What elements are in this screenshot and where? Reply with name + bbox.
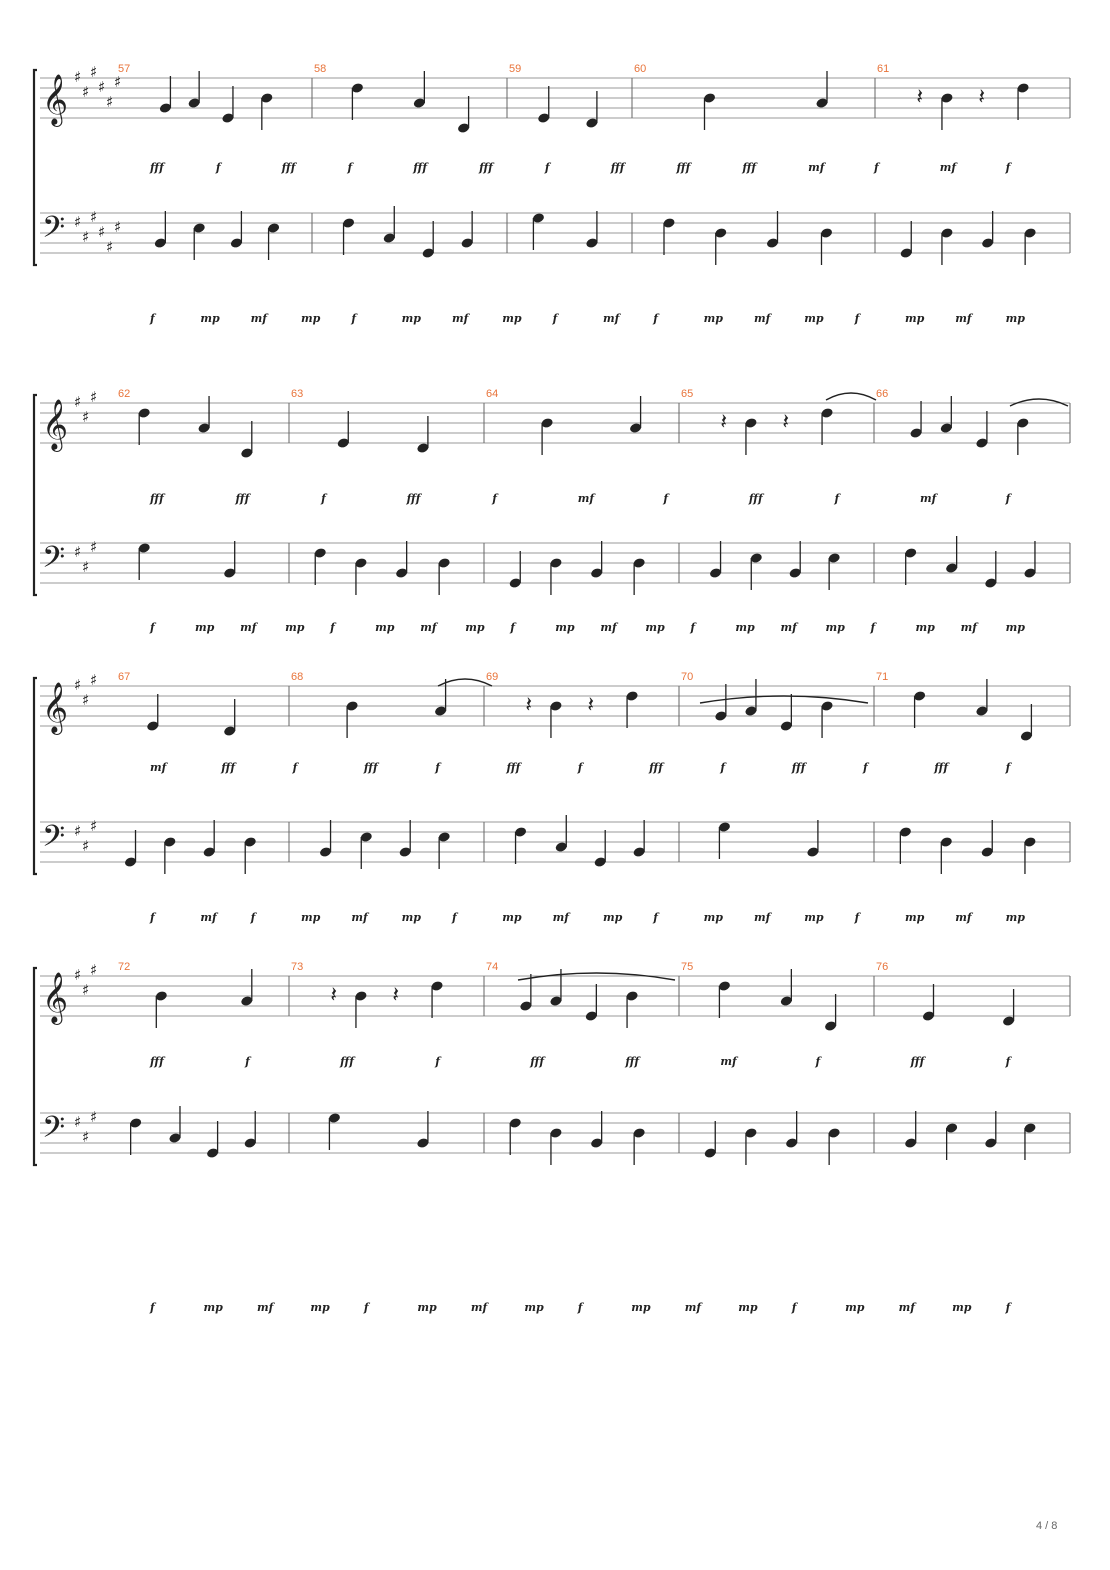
bass-dynamic-mp: mp [203,1301,223,1314]
treble-dynamic-mf: mf [939,161,957,174]
bass-dynamic-f: f [653,312,659,325]
quarter-rest: 𝄽 [720,410,728,435]
treble-dynamic-fff: fff [676,161,691,174]
treble-dynamic-f: f [863,761,868,774]
bass-dynamic-f: f [451,911,457,924]
bass-dynamic-mp: mp [524,1301,544,1314]
bass-dynamic-f: f [150,621,155,634]
treble-dynamic-f: f [492,492,497,505]
measure-71 [899,679,1037,874]
bass-clef-icon: 𝄢 [42,1111,66,1152]
bass-dynamic-mf: mf [600,621,617,634]
bass-dynamic-mp: mp [310,1301,330,1314]
treble-dynamic-fff: fff [910,1055,925,1068]
bass-dynamic-f: f [330,621,335,634]
bass-dynamic-mp: mp [1005,312,1025,325]
treble-dynamic-mf: mf [920,492,937,505]
measure-number: 73 [291,961,304,973]
bass-dynamic-mp: mp [200,312,220,325]
bass-dynamic-mp: mp [804,911,824,924]
treble-dynamic-f: f [347,161,353,174]
treble-dynamic-fff: fff [934,761,949,774]
measure-number: 76 [876,961,889,973]
treble-clef-icon: 𝄞 [42,74,69,125]
treble-dynamic-fff: fff [506,761,521,774]
bass-dynamic-mp: mp [804,312,824,325]
page-number: 4 / 8 [1036,1520,1058,1532]
key-sharp-icon: ♯ [74,822,82,840]
key-sharp-icon: ♯ [90,671,98,689]
treble-dynamic-f: f [1005,761,1011,774]
treble-dynamic-fff: fff [625,1055,640,1068]
bass-dynamic-mp: mp [845,1301,865,1314]
bass-dynamic-f: f [363,1301,369,1314]
bass-dynamic-f: f [150,1301,155,1314]
bass-dynamic-mp: mp [735,621,755,634]
bass-dynamic-mf: mf [602,312,620,325]
measure-67 [124,694,257,874]
key-sharp-icon: ♯ [90,388,98,406]
treble-dynamic-fff: fff [610,161,625,174]
bass-dynamic-f: f [854,911,860,924]
key-sharp-icon: ♯ [90,1108,98,1126]
bass-dynamic-f: f [653,911,659,924]
key-sharp-icon: ♯ [82,83,90,101]
system-bracket [34,968,37,1165]
treble-dynamic-f: f [834,492,840,505]
measure-number: 65 [681,388,694,400]
key-sharp-icon: ♯ [98,223,106,241]
treble-dynamic-fff: fff [479,161,493,174]
system-bracket [34,70,37,265]
measure-61 [900,82,1037,265]
bass-dynamic-mp: mp [1005,621,1025,634]
treble-dynamic-f: f [544,161,550,174]
bass-dynamic-mp: mp [631,1301,651,1314]
measure-number: 71 [876,671,889,683]
bass-dynamic-mp: mp [555,621,575,634]
bass-dynamic-mp: mp [502,911,522,924]
treble-dynamic-fff: fff [235,492,250,505]
treble-dynamic-f: f [873,161,879,174]
tie [700,696,868,703]
bass-dynamic-f: f [150,312,155,325]
quarter-rest: 𝄽 [392,983,400,1008]
key-sharp-icon: ♯ [74,213,82,231]
key-sharp-icon: ♯ [82,558,90,576]
treble-dynamic-f: f [245,1055,250,1068]
key-sharp-icon: ♯ [82,408,90,426]
bass-dynamic-mp: mp [703,312,723,325]
bass-dynamic-mf: mf [955,312,972,325]
bass-dynamic-mp: mp [904,312,925,325]
key-sharp-icon: ♯ [82,228,90,246]
bass-clef-icon: 𝄢 [42,541,66,582]
treble-dynamic-f: f [1005,161,1011,174]
key-sharp-icon: ♯ [90,817,98,835]
bass-dynamic-mf: mf [200,911,217,924]
bass-dynamic-mp: mp [502,312,522,325]
treble-dynamic-f: f [435,761,440,774]
bass-dynamic-mf: mf [451,312,469,325]
key-sharp-icon: ♯ [74,393,82,411]
key-sharp-icon: ♯ [90,63,98,81]
measure-number: 69 [486,671,499,683]
measure-number: 66 [876,388,889,400]
measure-number: 61 [877,63,890,75]
system-bracket [34,678,37,874]
measure-72 [129,969,257,1159]
tie [826,393,876,400]
treble-dynamic-fff: fff [406,492,421,505]
bass-dynamic-mf: mf [960,621,977,634]
measure-number: 75 [681,961,694,973]
key-sharp-icon: ♯ [90,208,98,226]
quarter-rest: 𝄽 [525,693,533,718]
measure-68 [319,679,451,869]
treble-dynamic-fff: fff [281,161,296,174]
treble-dynamic-fff: fff [649,761,663,774]
key-sharp-icon: ♯ [74,966,82,984]
measure-number: 64 [486,388,499,400]
measure-58 [342,71,474,259]
key-sharp-icon: ♯ [106,93,114,111]
treble-dynamic-fff: fff [363,761,378,774]
treble-dynamic-f: f [577,761,583,774]
bass-dynamic-mf: mf [470,1301,488,1314]
key-sharp-icon: ♯ [114,73,122,91]
treble-dynamic-fff: fff [413,161,428,174]
treble-clef-icon: 𝄞 [42,399,69,450]
bass-dynamic-mf: mf [898,1301,916,1314]
treble-dynamic-mf: mf [150,761,167,774]
bass-dynamic-mf: mf [351,911,368,924]
bass-dynamic-mp: mp [285,621,305,634]
treble-dynamic-fff: fff [340,1055,354,1068]
treble-dynamic-fff: fff [748,492,763,505]
measure-number: 59 [509,63,522,75]
bass-dynamic-f: f [552,312,558,325]
bass-dynamic-mf: mf [256,1301,274,1314]
treble-dynamic-fff: fff [150,1055,164,1068]
treble-dynamic-mf: mf [808,161,825,174]
measure-69 [514,690,646,868]
treble-dynamic-fff: fff [530,1055,545,1068]
measure-number: 58 [314,63,327,75]
measure-number: 67 [118,671,131,683]
measure-number: 72 [118,961,131,973]
treble-dynamic-f: f [292,761,298,774]
bass-staff [40,822,1070,862]
bass-dynamic-f: f [690,621,696,634]
bass-dynamic-mp: mp [375,621,395,634]
measure-number: 70 [681,671,694,683]
bass-dynamic-mp: mp [703,911,723,924]
measure-62 [138,396,254,580]
measure-number: 57 [118,63,131,75]
bass-dynamic-f: f [577,1301,583,1314]
system-bracket [34,395,37,595]
key-sharp-icon: ♯ [98,78,106,96]
bass-dynamic-mp: mp [1005,911,1025,924]
bass-dynamic-mp: mp [952,1301,972,1314]
measure-76 [904,984,1037,1160]
bass-dynamic-mp: mp [465,621,485,634]
key-sharp-icon: ♯ [82,691,90,709]
bass-dynamic-mp: mp [417,1301,437,1314]
bass-dynamic-mp: mp [825,621,845,634]
key-sharp-icon: ♯ [114,218,122,236]
bass-dynamic-mf: mf [753,911,771,924]
quarter-rest: 𝄽 [330,983,338,1008]
system-2 [34,388,1070,634]
measure-number: 62 [118,388,131,400]
key-sharp-icon: ♯ [74,676,82,694]
treble-dynamic-f: f [720,761,726,774]
quarter-rest: 𝄽 [782,410,790,435]
treble-clef-icon: 𝄞 [42,682,69,733]
measure-59 [532,86,599,250]
treble-dynamic-fff: fff [150,492,164,505]
treble-dynamic-f: f [663,492,669,505]
quarter-rest: 𝄽 [587,693,595,718]
treble-dynamic-f: f [1005,1055,1011,1068]
bass-dynamic-mp: mp [915,621,935,634]
bass-dynamic-mp: mp [738,1301,758,1314]
measure-number: 68 [291,671,304,683]
bass-dynamic-mf: mf [420,621,437,634]
system-1 [34,63,1070,325]
key-sharp-icon: ♯ [74,68,82,86]
quarter-rest: 𝄽 [916,85,924,110]
bass-dynamic-mp: mp [904,911,925,924]
key-sharp-icon: ♯ [82,981,90,999]
key-sharp-icon: ♯ [90,538,98,556]
system-3 [34,671,1070,924]
bass-dynamic-f: f [1005,1301,1011,1314]
measure-63 [314,411,451,595]
key-sharp-icon: ♯ [82,837,90,855]
measure-number: 63 [291,388,304,400]
measure-number: 74 [486,961,499,973]
system-4 [34,961,1070,1314]
treble-dynamic-mf: mf [577,492,595,505]
bass-dynamic-mf: mf [250,312,268,325]
bass-dynamic-f: f [150,911,155,924]
bass-clef-icon: 𝄢 [42,820,66,861]
bass-dynamic-mp: mp [602,911,623,924]
key-sharp-icon: ♯ [74,543,82,561]
key-sharp-icon: ♯ [74,1113,82,1131]
bass-dynamic-f: f [510,621,515,634]
treble-staff [40,976,1070,1016]
treble-clef-icon: 𝄞 [42,972,69,1023]
bass-dynamic-mp: mp [195,621,215,634]
bass-dynamic-mp: mp [401,312,421,325]
treble-dynamic-f: f [435,1055,440,1068]
bass-dynamic-f: f [854,312,860,325]
bass-dynamic-mp: mp [645,621,665,634]
bass-dynamic-mp: mp [300,312,321,325]
treble-dynamic-mf: mf [720,1055,737,1068]
bass-dynamic-mf: mf [753,312,771,325]
bass-dynamic-f: f [250,911,256,924]
key-sharp-icon: ♯ [82,1128,90,1146]
treble-dynamic-f: f [815,1055,821,1068]
bass-dynamic-mp: mp [300,911,321,924]
treble-dynamic-fff: fff [791,761,806,774]
key-sharp-icon: ♯ [106,238,114,256]
bass-clef-icon: 𝄢 [42,211,66,252]
bass-dynamic-f: f [870,621,876,634]
bass-dynamic-mf: mf [240,621,257,634]
treble-dynamic-f: f [1005,492,1011,505]
systems-layer [34,63,1070,1314]
bass-dynamic-f: f [791,1301,797,1314]
treble-dynamic-fff: fff [150,161,164,174]
treble-dynamic-fff: fff [742,161,757,174]
bass-dynamic-mf: mf [552,911,570,924]
bass-dynamic-mf: mf [684,1301,702,1314]
measure-number: 60 [634,63,647,75]
bass-dynamic-mp: mp [401,911,421,924]
treble-dynamic-fff: fff [221,761,236,774]
key-sharp-icon: ♯ [90,961,98,979]
bass-dynamic-mf: mf [955,911,972,924]
bass-dynamic-mf: mf [780,621,797,634]
quarter-rest: 𝄽 [978,85,986,110]
treble-dynamic-f: f [321,492,326,505]
treble-dynamic-f: f [215,161,221,174]
bass-dynamic-f: f [351,312,357,325]
